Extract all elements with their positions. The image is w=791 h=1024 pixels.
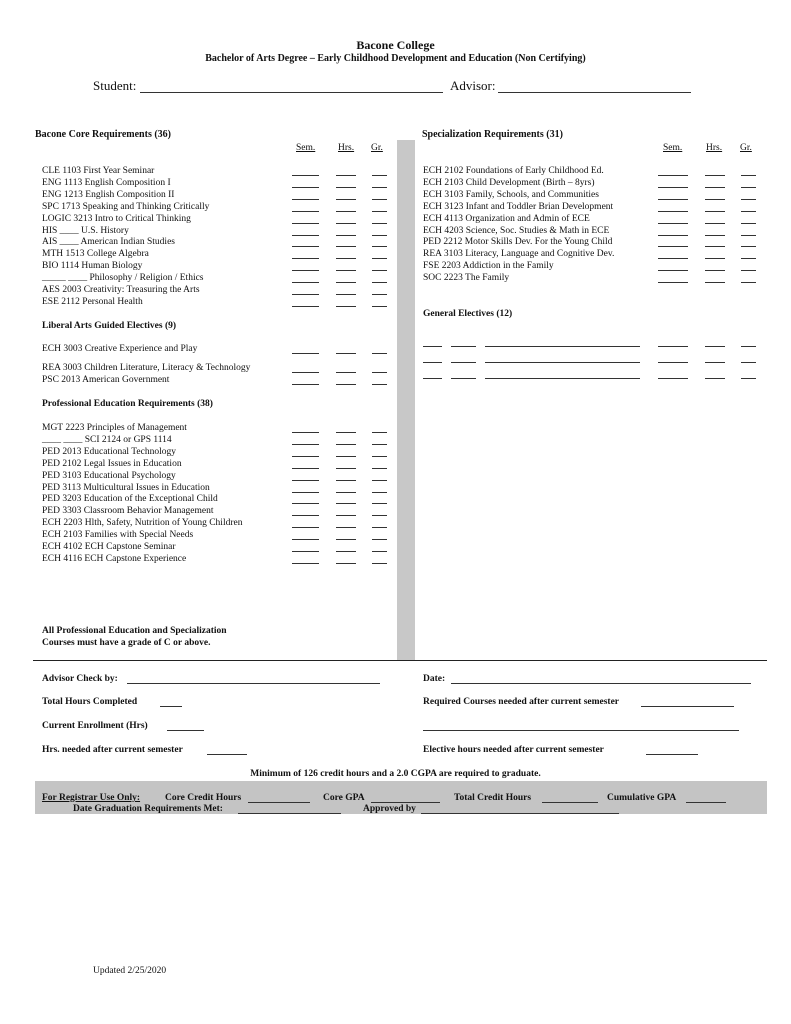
core-course-gr-field[interactable] [372, 211, 387, 212]
left-gr-header: Gr. [371, 143, 383, 153]
liberal-title: Liberal Arts Guided Electives (9) [42, 321, 177, 331]
professional-course-hrs-field[interactable] [336, 551, 356, 552]
core-course-row: HIS ____ U.S. History [42, 225, 129, 236]
general-elective-hrs-field[interactable] [705, 362, 725, 363]
grade-note-line2: Courses must have a grade of C or above. [42, 638, 211, 648]
liberal-course-gr-field[interactable] [372, 372, 387, 373]
spec-course-hrs-field[interactable] [705, 270, 725, 271]
professional-course-hrs-field[interactable] [336, 503, 356, 504]
degree-title: Bachelor of Arts Degree – Early Childhood Development and Education (Non Certifying) [205, 53, 586, 64]
spec-course-hrs-field[interactable] [705, 235, 725, 236]
core-course-row: CLE 1103 First Year Seminar [42, 166, 155, 176]
general-elective-gr-field[interactable] [741, 362, 756, 363]
spec-course-sem-field[interactable] [658, 270, 688, 271]
professional-course-hrs-field[interactable] [336, 432, 356, 433]
spec-course-row: ECH 4203 Science, Soc. Studies & Math in ECE [423, 225, 610, 236]
spec-course-sem-field[interactable] [658, 223, 688, 224]
spec-course-row: ECH 2102 Foundations of Early Childhood Ed. [423, 166, 604, 176]
core-course-sem-field[interactable] [292, 235, 319, 236]
professional-course-gr-field[interactable] [372, 480, 387, 481]
spec-course-row: ECH 4113 Organization and Admin of ECE [423, 213, 590, 224]
core-course-gr-field[interactable] [372, 306, 387, 307]
spec-course-sem-field[interactable] [658, 199, 688, 200]
core-course-gr-field[interactable] [372, 258, 387, 259]
spec-course-sem-field[interactable] [658, 211, 688, 212]
professional-course-sem-field[interactable] [292, 444, 319, 445]
professional-course-gr-field[interactable] [372, 539, 387, 540]
core-course-row: AES 2003 Creativity: Treasuring the Arts [42, 285, 200, 295]
liberal-course-sem-field[interactable] [292, 372, 319, 373]
professional-course-gr-field[interactable] [372, 432, 387, 433]
spec-course-row: ECH 3123 Infant and Toddler Brian Development [423, 201, 614, 212]
professional-course-hrs-field[interactable] [336, 515, 356, 516]
spec-course-gr-field[interactable] [741, 235, 756, 236]
spec-course-sem-field[interactable] [658, 246, 688, 247]
liberal-course-sem-field[interactable] [292, 384, 319, 385]
section-separator [33, 660, 767, 661]
college-title: Bacone College [356, 38, 435, 52]
spec-course-sem-field[interactable] [658, 187, 688, 188]
date-met-label: Date Graduation Requirements Met: [73, 804, 223, 814]
professional-title: Professional Education Requirements (38) [42, 399, 213, 409]
core-course-gr-field[interactable] [372, 199, 387, 200]
core-course-hrs-field[interactable] [336, 175, 356, 176]
professional-course-row: ECH 2103 Families with Special Needs [42, 530, 194, 541]
liberal-course-gr-field[interactable] [372, 353, 387, 354]
updated-date: Updated 2/25/2020 [93, 966, 167, 976]
general-elective-gr-field[interactable] [741, 346, 756, 347]
date-field[interactable] [451, 683, 751, 684]
general-elective-number-field[interactable] [451, 378, 476, 379]
spec-course-row: ECH 2103 Child Development (Birth – 8yrs) [423, 177, 595, 188]
spec-course-hrs-field[interactable] [705, 175, 725, 176]
elective-hours-field[interactable] [646, 754, 698, 755]
spec-course-row: ECH 3103 Family, Schools, and Communities [423, 189, 599, 200]
core-course-sem-field[interactable] [292, 246, 319, 247]
current-enrollment-label: Current Enrollment (Hrs) [42, 721, 148, 731]
core-course-row: _____ ____ Philosophy / Religion / Ethics [42, 273, 204, 284]
general-elective-prefix-field[interactable] [423, 362, 442, 363]
professional-course-hrs-field[interactable] [336, 444, 356, 445]
professional-course-gr-field[interactable] [372, 503, 387, 504]
core-gpa-label: Core GPA [323, 793, 365, 803]
core-course-hrs-field[interactable] [336, 211, 356, 212]
spec-course-row: FSE 2203 Addiction in the Family [423, 261, 554, 272]
core-title: Bacone Core Requirements (36) [35, 129, 171, 140]
general-elective-prefix-field[interactable] [423, 346, 442, 347]
grade-note-line1: All Professional Education and Specialization [42, 626, 227, 636]
liberal-course-gr-field[interactable] [372, 384, 387, 385]
advisor-check-label: Advisor Check by: [42, 674, 118, 684]
core-course-row: ESE 2112 Personal Health [42, 296, 143, 307]
spec-course-hrs-field[interactable] [705, 187, 725, 188]
total-credit-field[interactable] [542, 802, 598, 803]
right-sem-header: Sem. [663, 143, 683, 153]
core-course-sem-field[interactable] [292, 199, 319, 200]
liberal-course-row: ECH 3003 Creative Experience and Play [42, 344, 198, 354]
core-course-gr-field[interactable] [372, 246, 387, 247]
spec-course-row: PED 2212 Motor Skills Dev. For the Young Child [423, 237, 613, 248]
spec-course-hrs-field[interactable] [705, 246, 725, 247]
general-elective-title-field[interactable] [485, 378, 640, 379]
spec-course-row: SOC 2223 The Family [423, 273, 510, 284]
professional-course-sem-field[interactable] [292, 492, 319, 493]
general-elective-number-field[interactable] [451, 362, 476, 363]
professional-course-gr-field[interactable] [372, 527, 387, 528]
required-courses-field[interactable] [641, 706, 734, 707]
professional-course-sem-field[interactable] [292, 515, 319, 516]
spec-course-sem-field[interactable] [658, 175, 688, 176]
core-course-row: LOGIC 3213 Intro to Critical Thinking [42, 213, 191, 224]
right-hrs-header: Hrs. [706, 143, 723, 153]
core-credit-field[interactable] [248, 802, 310, 803]
professional-course-hrs-field[interactable] [336, 563, 356, 564]
core-course-sem-field[interactable] [292, 187, 319, 188]
core-course-gr-field[interactable] [372, 175, 387, 176]
professional-course-hrs-field[interactable] [336, 468, 356, 469]
approved-by-field[interactable] [421, 813, 619, 814]
professional-course-row: ECH 2203 Hlth, Safety, Nutrition of Young Children [42, 518, 243, 529]
professional-course-gr-field[interactable] [372, 563, 387, 564]
professional-course-sem-field[interactable] [292, 527, 319, 528]
general-elective-sem-field[interactable] [658, 346, 688, 347]
cumulative-gpa-label: Cumulative GPA [607, 793, 677, 803]
advisor-check-field[interactable] [127, 683, 380, 684]
spec-course-sem-field[interactable] [658, 258, 688, 259]
spec-course-sem-field[interactable] [658, 282, 688, 283]
general-elective-prefix-field[interactable] [423, 378, 442, 379]
professional-course-row: PED 2102 Legal Issues in Education [42, 458, 182, 469]
spec-course-hrs-field[interactable] [705, 211, 725, 212]
core-course-gr-field[interactable] [372, 270, 387, 271]
student-field[interactable] [140, 92, 443, 93]
core-course-hrs-field[interactable] [336, 223, 356, 224]
spec-course-hrs-field[interactable] [705, 258, 725, 259]
spec-course-gr-field[interactable] [741, 199, 756, 200]
professional-course-gr-field[interactable] [372, 456, 387, 457]
advisor-field[interactable] [498, 92, 691, 93]
core-course-sem-field[interactable] [292, 175, 319, 176]
core-credit-label: Core Credit Hours [165, 793, 242, 803]
general-electives-title: General Electives (12) [423, 309, 513, 319]
spec-course-gr-field[interactable] [741, 258, 756, 259]
spec-course-gr-field[interactable] [741, 270, 756, 271]
liberal-course-hrs-field[interactable] [336, 384, 356, 385]
general-elective-sem-field[interactable] [658, 378, 688, 379]
spec-course-row: REA 3103 Literacy, Language and Cognitive Dev. [423, 249, 615, 260]
core-course-sem-field[interactable] [292, 223, 319, 224]
liberal-course-hrs-field[interactable] [336, 353, 356, 354]
advisor-label: Advisor: [450, 78, 496, 93]
general-elective-gr-field[interactable] [741, 378, 756, 379]
spec-course-gr-field[interactable] [741, 246, 756, 247]
core-course-hrs-field[interactable] [336, 306, 356, 307]
spec-course-gr-field[interactable] [741, 282, 756, 283]
professional-course-sem-field[interactable] [292, 432, 319, 433]
professional-course-gr-field[interactable] [372, 444, 387, 445]
core-course-hrs-field[interactable] [336, 294, 356, 295]
professional-course-sem-field[interactable] [292, 468, 319, 469]
professional-course-sem-field[interactable] [292, 563, 319, 564]
right-gr-header: Gr. [740, 143, 752, 153]
core-course-hrs-field[interactable] [336, 258, 356, 259]
general-elective-sem-field[interactable] [658, 362, 688, 363]
core-course-hrs-field[interactable] [336, 282, 356, 283]
approved-by-label: Approved by [363, 804, 416, 814]
core-course-hrs-field[interactable] [336, 199, 356, 200]
professional-course-row: PED 3103 Educational Psychology [42, 470, 176, 481]
core-course-gr-field[interactable] [372, 294, 387, 295]
spec-course-hrs-field[interactable] [705, 199, 725, 200]
core-course-row: MTH 1513 College Algebra [42, 249, 149, 260]
core-course-sem-field[interactable] [292, 294, 319, 295]
hrs-needed-label: Hrs. needed after current semester [42, 745, 183, 755]
professional-course-gr-field[interactable] [372, 551, 387, 552]
professional-course-row: ECH 4116 ECH Capstone Experience [42, 553, 187, 564]
professional-course-hrs-field[interactable] [336, 492, 356, 493]
total-hours-field[interactable] [160, 706, 182, 707]
general-elective-title-field[interactable] [485, 346, 640, 347]
core-course-row: BIO 1114 Human Biology [42, 261, 143, 272]
professional-course-row: PED 3113 Multicultural Issues in Education [42, 482, 210, 493]
general-elective-title-field[interactable] [485, 362, 640, 363]
liberal-course-sem-field[interactable] [292, 353, 319, 354]
core-course-sem-field[interactable] [292, 258, 319, 259]
spec-course-gr-field[interactable] [741, 175, 756, 176]
core-course-hrs-field[interactable] [336, 235, 356, 236]
general-elective-number-field[interactable] [451, 346, 476, 347]
spec-course-hrs-field[interactable] [705, 282, 725, 283]
core-course-gr-field[interactable] [372, 187, 387, 188]
liberal-course-row: PSC 2013 American Government [42, 375, 170, 385]
professional-course-row: ECH 4102 ECH Capstone Seminar [42, 542, 176, 552]
professional-course-sem-field[interactable] [292, 503, 319, 504]
professional-course-gr-field[interactable] [372, 468, 387, 469]
current-enrollment-field[interactable] [167, 730, 204, 731]
core-course-hrs-field[interactable] [336, 270, 356, 271]
spec-course-gr-field[interactable] [741, 223, 756, 224]
left-sem-header: Sem. [296, 143, 316, 153]
minimum-requirements: Minimum of 126 credit hours and a 2.0 CGPA are required to graduate. [250, 769, 541, 779]
core-course-hrs-field[interactable] [336, 246, 356, 247]
hrs-needed-field[interactable] [207, 754, 247, 755]
core-course-sem-field[interactable] [292, 270, 319, 271]
core-course-sem-field[interactable] [292, 282, 319, 283]
left-hrs-header: Hrs. [338, 143, 355, 153]
professional-course-row: ____ ____ SCI 2124 or GPS 1114 [42, 434, 172, 445]
core-course-sem-field[interactable] [292, 211, 319, 212]
general-elective-hrs-field[interactable] [705, 346, 725, 347]
core-course-hrs-field[interactable] [336, 187, 356, 188]
professional-course-hrs-field[interactable] [336, 527, 356, 528]
specialization-title: Specialization Requirements (31) [422, 129, 563, 140]
liberal-course-row: REA 3003 Children Literature, Literacy & Technology [42, 363, 251, 373]
core-course-sem-field[interactable] [292, 306, 319, 307]
elective-hours-label: Elective hours needed after current semester [423, 745, 604, 755]
spec-course-hrs-field[interactable] [705, 223, 725, 224]
professional-course-sem-field[interactable] [292, 480, 319, 481]
date-label: Date: [423, 674, 446, 684]
column-divider [397, 140, 415, 660]
required-courses-label: Required Courses needed after current semester [423, 697, 620, 707]
professional-course-hrs-field[interactable] [336, 539, 356, 540]
professional-course-hrs-field[interactable] [336, 456, 356, 457]
student-label: Student: [93, 78, 137, 93]
professional-course-hrs-field[interactable] [336, 480, 356, 481]
core-gpa-field[interactable] [371, 802, 440, 803]
core-course-gr-field[interactable] [372, 223, 387, 224]
date-met-field[interactable] [238, 813, 341, 814]
core-course-row: ENG 1213 English Composition II [42, 189, 175, 200]
liberal-course-hrs-field[interactable] [336, 372, 356, 373]
professional-course-gr-field[interactable] [372, 515, 387, 516]
professional-course-row: PED 3203 Education of the Exceptional Child [42, 494, 218, 505]
professional-course-sem-field[interactable] [292, 539, 319, 540]
total-credit-label: Total Credit Hours [454, 793, 532, 803]
professional-course-row: MGT 2223 Principles of Management [42, 423, 187, 433]
core-course-row: AIS ____ American Indian Studies [42, 237, 175, 248]
professional-course-gr-field[interactable] [372, 492, 387, 493]
professional-course-row: PED 2013 Educational Technology [42, 446, 176, 457]
general-elective-hrs-field[interactable] [705, 378, 725, 379]
core-course-row: SPC 1713 Speaking and Thinking Critically [42, 201, 210, 212]
total-hours-label: Total Hours Completed [42, 697, 138, 707]
professional-course-sem-field[interactable] [292, 456, 319, 457]
registrar-label: For Registrar Use Only: [42, 793, 141, 803]
cumulative-gpa-field[interactable] [686, 802, 726, 803]
core-course-gr-field[interactable] [372, 282, 387, 283]
core-course-row: ENG 1113 English Composition I [42, 177, 171, 188]
core-course-gr-field[interactable] [372, 235, 387, 236]
required-courses-field-2[interactable] [423, 730, 739, 731]
spec-course-sem-field[interactable] [658, 235, 688, 236]
spec-course-gr-field[interactable] [741, 211, 756, 212]
professional-course-sem-field[interactable] [292, 551, 319, 552]
professional-course-row: PED 3303 Classroom Behavior Management [42, 506, 214, 517]
spec-course-gr-field[interactable] [741, 187, 756, 188]
